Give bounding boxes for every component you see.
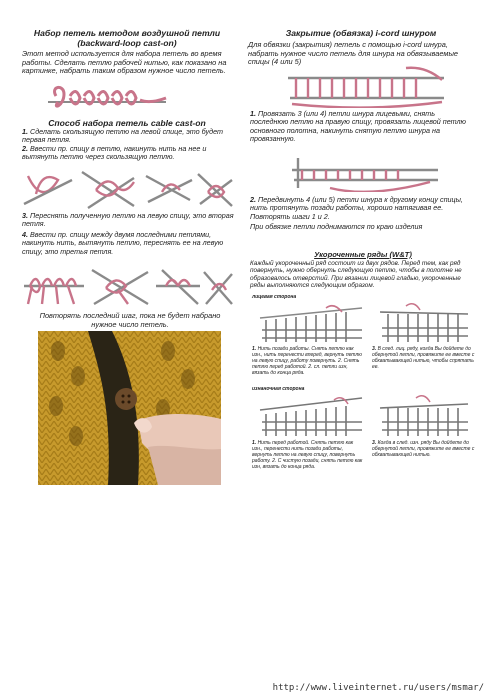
cable-outro: Повторять последний шаг, пока не будет набрано нужное число петель. (39, 311, 221, 329)
purl-step-1: 1. Нить перед работой. Снять петлю как изн., перенести нить позади работы, вернуть петлю на левую спицу, повернуть работу. 2. С чистую позади, снять петлю как изн, вязать до конца ряда. (252, 440, 363, 470)
backward-loop-illustration (48, 82, 168, 114)
short-rows-face-illustration-1 (256, 300, 366, 344)
cable-step-1: 1. Сделать скользящую петлю на левой спице, это будет первая петля. (22, 127, 224, 145)
right-column (248, 28, 474, 67)
short-rows-purl-illustration-1 (256, 392, 366, 438)
cable-cast-on-section (22, 118, 232, 162)
source-url[interactable]: http://www.liveinternet.ru/users/msmar/ (272, 683, 484, 693)
cable-step-3: 3. Переснять полученную петлю на левую спицу, это вторая петля. (22, 211, 234, 229)
backward-loop-title: Набор петель методом воздушной петли (33, 28, 221, 38)
icord-step-1: 1. Провязать 3 (или 4) петли шнура лицевыми, снять последнюю петлю на правую спицу, провязать лицевой петлю основного полотна, накинуть снятую петлю шнура на провязанную. (250, 109, 466, 144)
face-step-1: 1. Нить позади работы. Снять петлю как изн., нить перенести вперед, вернуть петлю на левую спицу, работу повернуть. 2. Снять петлю перед работой. 2. сл. петли изн, вязать до конца ряда. (252, 346, 362, 376)
left-column (22, 28, 232, 76)
purl-step-3: 3. Когда в след. изн. ряду Вы дойдете до обернутой петли, провяжите ее вместе с обхватывающей нитью. (372, 440, 475, 458)
cable-cast-on-section-2 (22, 212, 236, 256)
icord-intro: Для обвязки (закрытия) петель с помощью i-cord шнура, набрать нужное число петель для шнура на обвязываемые спицы (4 или 5) (248, 40, 458, 67)
icord-illustration-1 (286, 64, 446, 108)
cable-cast-on-title: Способ набора петель cable cast-on (48, 118, 206, 128)
cable-step-2: 2. Ввести пр. спицу в петлю, накинуть нить на нее и вытянуть петлю через скользящую петлю. (22, 143, 207, 162)
icord-step-2-section (250, 196, 474, 232)
short-rows-face-illustration-2 (376, 300, 472, 344)
icord-step-2: 2. Передвинуть 4 (или 5) петли шнура к другому концу спицы, нить протянуть позади работы, хорошо натягивая ее. (250, 195, 463, 213)
short-rows-intro: Каждый укороченный ряд состоит из двух рядов. Перед тем, как ряд повернуть, нужно обернуть следующую петлю, чтобы в полотне не образовалось отверстий. При вязании лицевой гладью, укороченные ряды выполняются следующим образом. (250, 260, 462, 290)
icord-title: Закрытие (обвязка) i-cord шнуром (285, 28, 437, 38)
knitted-sweater-photo (38, 331, 221, 485)
short-rows-title: Укороченные ряды (W&T) (314, 250, 412, 259)
wooden-button-icon (115, 388, 137, 410)
face-step-3: 3. В след. лиц. ряду, когда Вы дойдете до обернутой петли, провяжите ее вместе с обхватывающей нитью, чтобы спрятать ее. (372, 346, 475, 370)
short-rows-section (250, 250, 476, 290)
icord-note: При обвязке петли поднимаются по краю изделия (250, 222, 423, 232)
cable-steps-1-2-illustration (22, 166, 234, 210)
short-rows-purl-illustration-2 (376, 392, 472, 438)
backward-loop-subtitle: (backward-loop cast-on) (77, 38, 177, 48)
icord-repeat: Повторять шаги 1 и 2. (250, 211, 330, 221)
backward-loop-intro: Этот метод используется для набора петель во время работы. Сделать петлю рабочей нитью, как показано на картинке, набрать таким образом нужное число петель. (22, 49, 227, 76)
cable-step-4: 4. Ввести пр. спицу между двумя последними петлями, накинуть нить, вытянуть петлю, переснять ее на левую спицу, это третья петля. (22, 229, 224, 256)
icord-illustration-2 (290, 152, 440, 192)
face-side-label: лицевая сторона (252, 294, 297, 300)
cable-steps-3-4-illustration (22, 264, 234, 308)
purl-side-label: изнаночная сторона (252, 386, 305, 392)
